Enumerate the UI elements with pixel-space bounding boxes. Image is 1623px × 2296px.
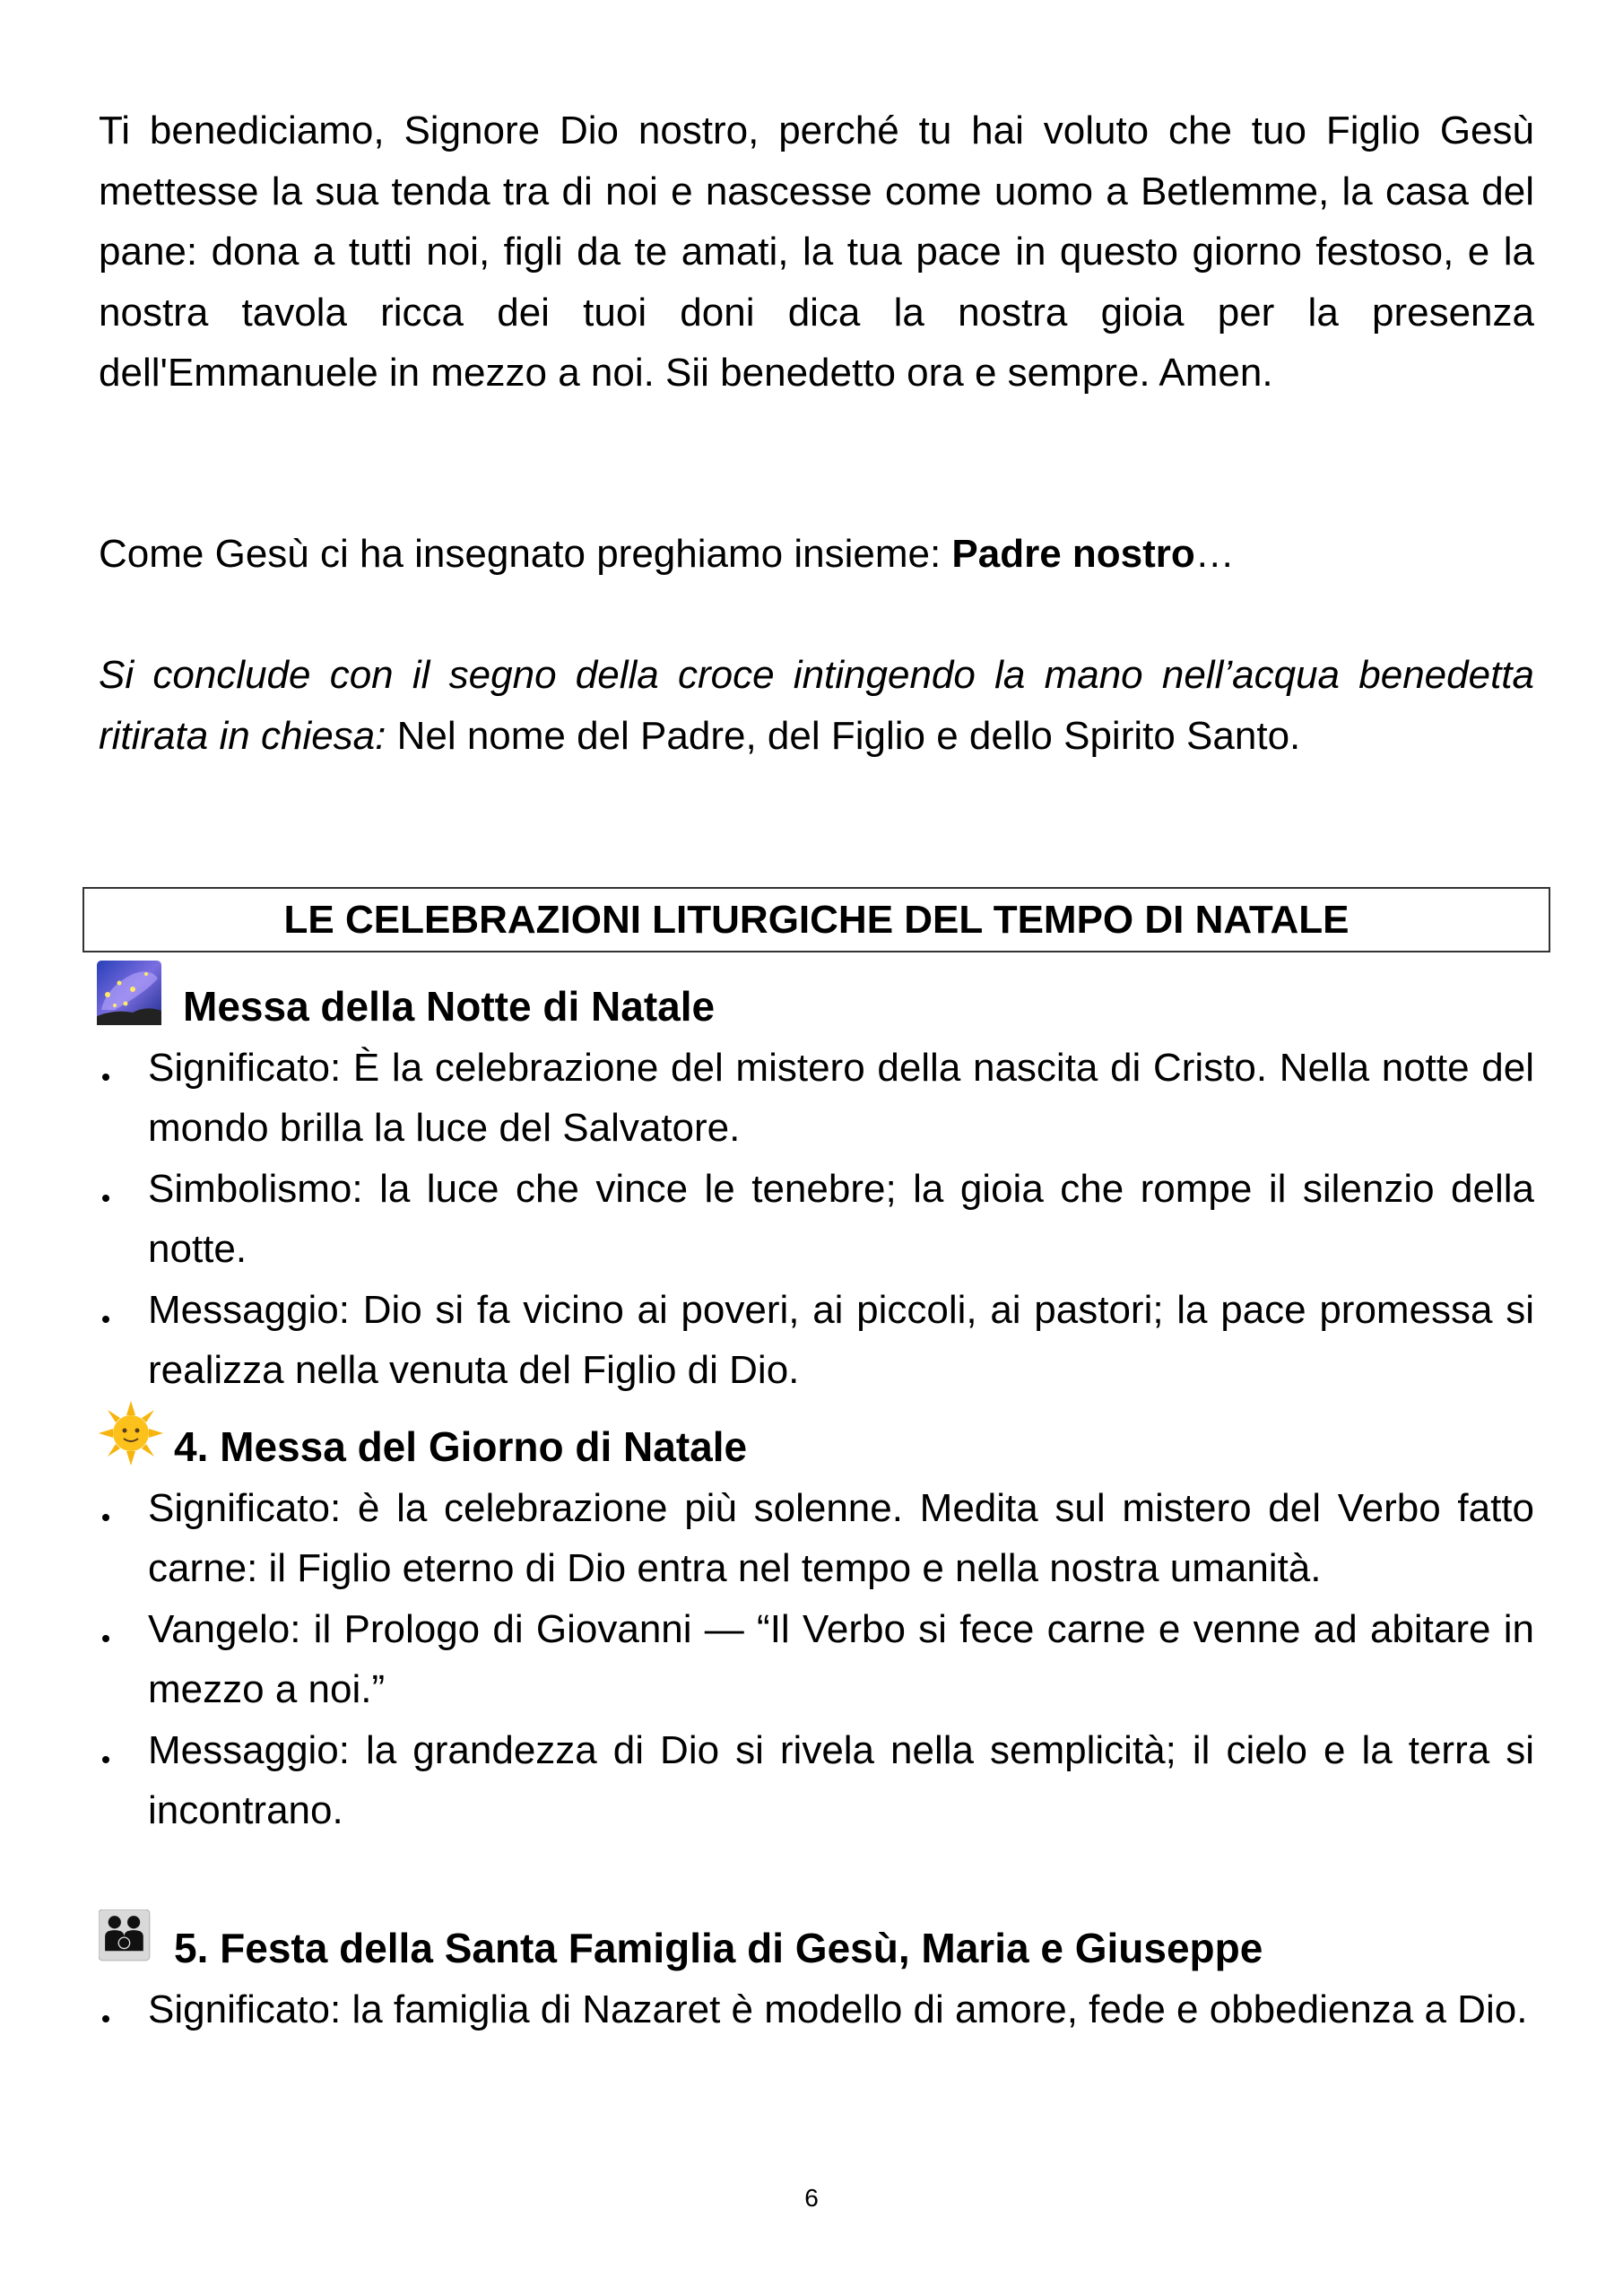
section-heading: [99, 977, 1534, 1038]
prayer-line: [99, 524, 1534, 585]
prayer-name: Padre nostro: [951, 532, 1195, 576]
page-number: 6: [804, 2184, 819, 2212]
list-item: Vangelo: il Prologo di Giovanni — “Il Verbo si fece carne e venne ad abitare in mezzo a noi.”: [99, 1599, 1534, 1720]
closing-formula: Nel nome del Padre, del Figlio e dello Spirito Santo.: [386, 713, 1301, 758]
sun-icon: [99, 1401, 163, 1465]
bullet-list: [99, 1979, 1534, 2040]
section-night-mass: [99, 977, 1534, 1401]
starry-night-icon: [97, 961, 161, 1025]
section-title: 5. Festa della Santa Famiglia di Gesù, Maria e Giuseppe: [174, 1925, 1263, 1971]
list-item: Significato: la famiglia di Nazaret è modello di amore, fede e obbedienza a Dio.: [99, 1979, 1534, 2040]
list-item: Messaggio: la grandezza di Dio si rivela nella semplicità; il cielo e la terra si incontrano.: [99, 1720, 1534, 1841]
closing-rubric: Si conclude con il segno della croce intingendo la mano nell’acqua benedetta ritirata in chiesa:: [99, 653, 1534, 758]
section-title: Messa della Notte di Natale: [183, 983, 716, 1030]
prayer-ellipsis: …: [1194, 532, 1235, 576]
family-icon: [99, 1909, 156, 1967]
section-heading: [99, 1417, 1534, 1478]
section-title: 4. Messa del Giorno di Natale: [174, 1423, 748, 1470]
closing-paragraph: [99, 645, 1534, 766]
prayer-intro: Come Gesù ci ha insegnato preghiamo insieme:: [99, 532, 952, 576]
bullet-list: [99, 1038, 1534, 1401]
list-item: Significato: è la celebrazione più solenne. Medita sul mistero del Verbo fatto carne: il Figlio eterno di Dio entra nel tempo e nella nostra umanità.: [99, 1478, 1534, 1599]
list-item: Messaggio: Dio si fa vicino ai poveri, ai piccoli, ai pastori; la pace promessa si realizza nella venuta del Figlio di Dio.: [99, 1280, 1534, 1401]
blessing-paragraph: Ti benediciamo, Signore Dio nostro, perché tu hai voluto che tuo Figlio Gesù mettesse la sua tenda tra di noi e nascesse come uomo a Betlemme, la casa del pane: dona a tutti noi, figli da te amati, la tua pace in questo giorno festoso, e la nostra tavola ricca dei tuoi doni dica la nostra gioia per la presenza dell'Emmanuele in mezzo a noi. Sii benedetto ora e sempre. Amen.: [99, 109, 1534, 395]
list-item: Significato: È la celebrazione del mistero della nascita di Cristo. Nella notte del mondo brilla la luce del Salvatore.: [99, 1038, 1534, 1159]
section-heading: [99, 1918, 1534, 1979]
section-holy-family: [99, 1918, 1534, 2039]
bullet-list: [99, 1478, 1534, 1841]
list-item: Simbolismo: la luce che vince le tenebre; la gioia che rompe il silenzio della notte.: [99, 1159, 1534, 1280]
section-title-box: LE CELEBRAZIONI LITURGICHE DEL TEMPO DI NATALE: [82, 887, 1550, 952]
section-day-mass: [99, 1417, 1534, 1841]
